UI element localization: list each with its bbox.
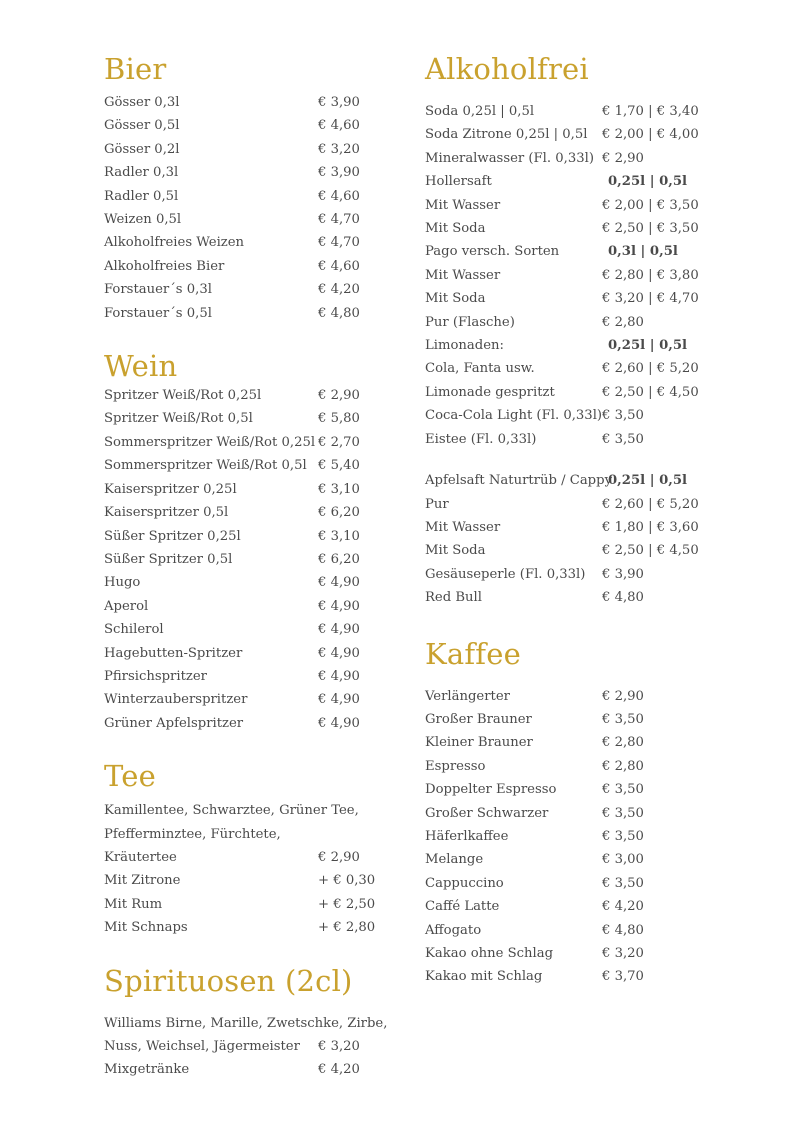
menu-item-name: Spritzer Weiß/Rot 0,5l bbox=[104, 411, 253, 427]
menu-item bbox=[425, 404, 715, 427]
menu-item-name: Kakao ohne Schlag bbox=[425, 946, 554, 961]
menu-item-name: Alkoholfreies Weizen bbox=[104, 235, 245, 251]
menu-item bbox=[425, 825, 715, 848]
menu-item bbox=[425, 942, 715, 965]
menu-item-name: Süßer Spritzer 0,25l bbox=[104, 528, 241, 544]
menu-item-price: € 2,50 | € 4,50 bbox=[602, 384, 699, 400]
menu-item-price: € 3,20 bbox=[318, 141, 360, 157]
menu-item-name: Gesäuseperle (Fl. 0,33l) bbox=[425, 566, 586, 582]
menu-item-price: € 3,20 bbox=[602, 946, 644, 961]
menu-item-price: € 4,20 bbox=[602, 899, 644, 915]
menu-item-price: + € 0,30 bbox=[318, 873, 376, 889]
menu-item-name: Großer Schwarzer bbox=[425, 805, 549, 821]
menu-item-name: Hagebutten-Spritzer bbox=[104, 645, 243, 661]
menu-item-price: € 1,70 | € 3,40 bbox=[602, 104, 699, 119]
menu-item bbox=[104, 665, 374, 688]
menu-item bbox=[425, 240, 715, 263]
menu-item-name: Mit Rum bbox=[104, 896, 163, 912]
menu-item-price: € 2,90 bbox=[318, 849, 360, 865]
menu-item bbox=[425, 731, 715, 754]
menu-item-name: Cola, Fanta usw. bbox=[425, 361, 535, 377]
spirituosen-description-line-1: Williams Birne, Marille, Zwetschke, Zirbe, bbox=[104, 1015, 388, 1031]
menu-item bbox=[104, 138, 374, 161]
menu-item-price: € 4,60 bbox=[318, 118, 360, 134]
menu-item bbox=[104, 846, 374, 869]
bier-list bbox=[104, 91, 374, 325]
menu-item-name: Aperol bbox=[104, 598, 149, 614]
menu-item-name: Soda 0,25l | 0,5l bbox=[425, 104, 535, 119]
menu-item bbox=[104, 431, 374, 454]
menu-item bbox=[104, 525, 374, 548]
menu-item-price: € 3,50 bbox=[602, 431, 644, 447]
menu-item bbox=[104, 1058, 374, 1081]
menu-item bbox=[425, 264, 715, 287]
menu-item-price: € 3,70 bbox=[602, 969, 644, 985]
menu-item-price: € 6,20 bbox=[318, 551, 360, 567]
menu-item bbox=[104, 384, 374, 407]
menu-item-name: Mit Schnaps bbox=[104, 920, 188, 936]
menu-item bbox=[425, 685, 715, 708]
menu-item-name: Sommerspritzer Weiß/Rot 0,25l bbox=[104, 434, 316, 450]
menu-item bbox=[104, 618, 374, 641]
menu-item-name: Gösser 0,5l bbox=[104, 118, 180, 134]
menu-item-price: € 3,90 bbox=[318, 95, 360, 110]
menu-item bbox=[425, 123, 715, 146]
menu-item-price: € 2,90 bbox=[318, 388, 360, 404]
menu-item-name: Pago versch. Sorten bbox=[425, 244, 560, 260]
menu-item-price: € 2,50 | € 4,50 bbox=[602, 543, 699, 559]
menu-item-name: Limonaden: bbox=[425, 338, 504, 354]
menu-item-name: Mixgetränke bbox=[104, 1062, 190, 1078]
menu-item-price: + € 2,80 bbox=[318, 920, 376, 936]
menu-item bbox=[425, 563, 715, 586]
menu-item bbox=[425, 895, 715, 918]
menu-item bbox=[425, 708, 715, 731]
menu-item bbox=[425, 802, 715, 825]
menu-item bbox=[104, 501, 374, 524]
menu-item-price: € 2,60 | € 5,20 bbox=[602, 361, 699, 377]
menu-item-price: € 3,20 | € 4,70 bbox=[602, 291, 699, 307]
menu-item bbox=[425, 311, 715, 334]
menu-item bbox=[104, 595, 374, 618]
menu-item-name: Häferlkaffee bbox=[425, 828, 509, 844]
menu-item-name: Pfirsichspritzer bbox=[104, 668, 207, 684]
menu-item-name: Mit Wasser bbox=[425, 267, 501, 283]
menu-item bbox=[104, 642, 374, 665]
menu-item-name: Cappuccino bbox=[425, 875, 504, 891]
menu-item-price: € 2,80 bbox=[602, 314, 644, 330]
menu-item-price: € 5,40 bbox=[318, 458, 360, 474]
menu-item-name: Mit Soda bbox=[425, 221, 486, 237]
menu-item-name: Kaiserspritzer 0,5l bbox=[104, 505, 229, 521]
menu-item-price: € 6,20 bbox=[318, 505, 360, 521]
menu-item-name: Verlängerter bbox=[425, 688, 510, 704]
menu-item bbox=[425, 428, 715, 451]
menu-item-name: Radler 0,3l bbox=[104, 165, 179, 181]
menu-item-name: Radler 0,5l bbox=[104, 188, 179, 204]
menu-item-price: € 1,80 | € 3,60 bbox=[602, 519, 699, 535]
menu-item-name: Soda Zitrone 0,25l | 0,5l bbox=[425, 127, 588, 143]
menu-item bbox=[104, 571, 374, 594]
menu-item bbox=[104, 893, 374, 916]
menu-item-name: Weizen 0,5l bbox=[104, 212, 182, 228]
menu-item-name: Mineralwasser (Fl. 0,33l) bbox=[425, 150, 595, 166]
menu-item bbox=[425, 586, 715, 609]
kaffee-list bbox=[425, 685, 715, 989]
menu-item-price: € 4,90 bbox=[318, 622, 360, 638]
menu-item-name: Pur (Flasche) bbox=[425, 314, 515, 330]
menu-item-price: € 4,60 bbox=[318, 258, 360, 274]
menu-item-name: Mit Zitrone bbox=[104, 873, 181, 889]
menu-item bbox=[104, 454, 374, 477]
menu-item-name: Sommerspritzer Weiß/Rot 0,5l bbox=[104, 458, 307, 474]
menu-item-size-header: 0,25l | 0,5l bbox=[608, 338, 688, 354]
menu-item bbox=[104, 255, 374, 278]
menu-item-name: Limonade gespritzt bbox=[425, 384, 555, 400]
menu-item-price: € 4,90 bbox=[318, 668, 360, 684]
menu-item-name: Pur bbox=[425, 496, 449, 512]
menu-item-name: Forstauer´s 0,5l bbox=[104, 305, 212, 321]
menu-item-name: Apfelsaft Naturtrüb / Cappy bbox=[425, 473, 613, 489]
menu-item bbox=[104, 208, 374, 231]
menu-item-name: Melange bbox=[425, 852, 484, 868]
menu-item-name: Hollersaft bbox=[425, 174, 492, 190]
menu-item-price: € 4,90 bbox=[318, 598, 360, 614]
section-title-spirituosen: Spirituosen (2cl) bbox=[104, 963, 353, 998]
menu-item bbox=[104, 161, 374, 184]
menu-item bbox=[104, 712, 374, 735]
menu-item bbox=[425, 755, 715, 778]
right-column bbox=[425, 50, 715, 989]
menu-item-name: Forstauer´s 0,3l bbox=[104, 282, 212, 298]
menu-item-name: Kräutertee bbox=[104, 849, 177, 865]
menu-item-price: € 3,90 bbox=[602, 566, 644, 582]
menu-item-price: € 3,50 bbox=[602, 875, 644, 891]
menu-item bbox=[104, 1035, 374, 1058]
menu-item-name: Caffé Latte bbox=[425, 899, 500, 915]
menu-item-name: Mit Soda bbox=[425, 543, 486, 559]
menu-item bbox=[425, 287, 715, 310]
menu-item-price: € 2,70 bbox=[318, 434, 360, 450]
menu-item bbox=[104, 478, 374, 501]
menu-item bbox=[425, 357, 715, 380]
menu-item-price: € 3,50 bbox=[602, 828, 644, 844]
menu-item bbox=[104, 407, 374, 430]
menu-item bbox=[425, 778, 715, 801]
menu-item-price: € 2,90 bbox=[602, 688, 644, 704]
menu-item-size-header: 0,25l | 0,5l bbox=[608, 473, 688, 489]
section-title-bier: Bier bbox=[104, 52, 167, 86]
menu-item bbox=[104, 916, 374, 939]
menu-item-price: € 3,10 bbox=[318, 528, 360, 544]
alkoholfrei-list-2 bbox=[425, 469, 715, 609]
menu-item bbox=[104, 91, 374, 114]
menu-item-price: € 4,70 bbox=[318, 235, 360, 251]
menu-item bbox=[104, 114, 374, 137]
menu-item-size-header: 0,3l | 0,5l bbox=[608, 244, 678, 260]
menu-item bbox=[425, 965, 715, 988]
menu-item-name: Hugo bbox=[104, 575, 141, 591]
menu-item bbox=[425, 381, 715, 404]
menu-item-price: € 3,50 bbox=[602, 782, 644, 798]
wein-list bbox=[104, 384, 374, 735]
menu-item-price: € 4,20 bbox=[318, 1062, 360, 1078]
menu-item-name: Schilerol bbox=[104, 622, 164, 638]
menu-item-price: € 3,50 bbox=[602, 805, 644, 821]
menu-item-price: € 4,90 bbox=[318, 575, 360, 591]
menu-item-price: € 3,50 bbox=[602, 408, 644, 424]
section-title-tee: Tee bbox=[104, 759, 157, 794]
tee-list bbox=[104, 846, 374, 940]
menu-item-name: Grüner Apfelspritzer bbox=[104, 715, 244, 731]
menu-item-price: € 4,90 bbox=[318, 715, 360, 731]
menu-item-size-header: 0,25l | 0,5l bbox=[608, 174, 688, 190]
menu-item-name: Gösser 0,3l bbox=[104, 95, 180, 110]
menu-item-price: € 3,10 bbox=[318, 481, 360, 497]
tee-description-line-2: Pfefferminztee, Fürchtete, bbox=[104, 826, 281, 842]
menu-item-price: € 4,90 bbox=[318, 645, 360, 661]
menu-item bbox=[425, 194, 715, 217]
menu-item-name: Großer Brauner bbox=[425, 711, 532, 727]
menu-item-price: € 4,80 bbox=[602, 922, 644, 938]
menu-item bbox=[425, 100, 715, 123]
tee-description-line-1: Kamillentee, Schwarztee, Grüner Tee, bbox=[104, 803, 359, 819]
left-column bbox=[104, 50, 388, 1082]
menu-item-name: Mit Soda bbox=[425, 291, 486, 307]
menu-item-price: € 4,20 bbox=[318, 282, 360, 298]
menu-item-name: Winterzauberspritzer bbox=[104, 692, 248, 708]
section-title-kaffee: Kaffee bbox=[425, 636, 521, 671]
menu-item-price: € 2,60 | € 5,20 bbox=[602, 496, 699, 512]
menu-item-name: Süßer Spritzer 0,5l bbox=[104, 551, 233, 567]
menu-item bbox=[425, 147, 715, 170]
spirituosen-list bbox=[104, 1035, 374, 1082]
menu-item bbox=[425, 516, 715, 539]
menu-item-price: € 4,70 bbox=[318, 212, 360, 228]
menu-item-name: Espresso bbox=[425, 758, 486, 774]
menu-item-name: Affogato bbox=[425, 922, 482, 938]
menu-item-price: + € 2,50 bbox=[318, 896, 376, 912]
menu-item bbox=[425, 469, 715, 492]
section-title-wein: Wein bbox=[104, 349, 178, 384]
menu-item-name: Kaiserspritzer 0,25l bbox=[104, 481, 237, 497]
menu-item-name: Red Bull bbox=[425, 590, 482, 606]
menu-item bbox=[425, 493, 715, 516]
menu-item-name: Eistee (Fl. 0,33l) bbox=[425, 431, 537, 447]
menu-item bbox=[425, 872, 715, 895]
menu-item bbox=[425, 848, 715, 871]
menu-item-price: € 4,60 bbox=[318, 188, 360, 204]
menu-item-price: € 2,80 bbox=[602, 758, 644, 774]
menu-item-price: € 3,90 bbox=[318, 165, 360, 181]
menu-item-price: € 2,00 | € 3,50 bbox=[602, 197, 699, 213]
menu-item-name: Kakao mit Schlag bbox=[425, 969, 543, 985]
menu-item bbox=[425, 170, 715, 193]
alkoholfrei-list bbox=[425, 100, 715, 451]
menu-item-price: € 2,00 | € 4,00 bbox=[602, 127, 699, 143]
menu-item bbox=[104, 302, 374, 325]
menu-item-price: € 3,20 bbox=[318, 1039, 360, 1054]
menu-item-price: € 2,80 bbox=[602, 735, 644, 751]
menu-item-price: € 3,50 bbox=[602, 711, 644, 727]
menu-item bbox=[104, 185, 374, 208]
menu-item bbox=[425, 217, 715, 240]
menu-item-price: € 3,00 bbox=[602, 852, 644, 868]
menu-item bbox=[104, 278, 374, 301]
menu-item-name: Spritzer Weiß/Rot 0,25l bbox=[104, 388, 262, 404]
menu-item bbox=[104, 548, 374, 571]
menu-item bbox=[425, 334, 715, 357]
menu-item-name: Kleiner Brauner bbox=[425, 735, 533, 751]
menu-item-name: Gösser 0,2l bbox=[104, 141, 180, 157]
menu-item bbox=[425, 539, 715, 562]
menu-item-price: € 5,80 bbox=[318, 411, 360, 427]
menu-item-price: € 4,90 bbox=[318, 692, 360, 708]
section-title-alkoholfrei: Alkoholfrei bbox=[425, 52, 589, 86]
menu-item-price: € 4,80 bbox=[602, 590, 644, 606]
menu-item-name: Alkoholfreies Bier bbox=[104, 258, 225, 274]
menu-item bbox=[104, 231, 374, 254]
menu-item-name: Doppelter Espresso bbox=[425, 782, 557, 798]
menu-item bbox=[104, 688, 374, 711]
menu-item-price: € 2,50 | € 3,50 bbox=[602, 221, 699, 237]
menu-item-name: Nuss, Weichsel, Jägermeister bbox=[104, 1039, 300, 1054]
menu-item bbox=[104, 869, 374, 892]
menu-item bbox=[425, 919, 715, 942]
menu-item-price: € 2,90 bbox=[602, 150, 644, 166]
menu-item-name: Coca-Cola Light (Fl. 0,33l) bbox=[425, 408, 603, 424]
menu-item-name: Mit Wasser bbox=[425, 519, 501, 535]
menu-item-name: Mit Wasser bbox=[425, 197, 501, 213]
menu-item-price: € 4,80 bbox=[318, 305, 360, 321]
menu-item-price: € 2,80 | € 3,80 bbox=[602, 267, 699, 283]
